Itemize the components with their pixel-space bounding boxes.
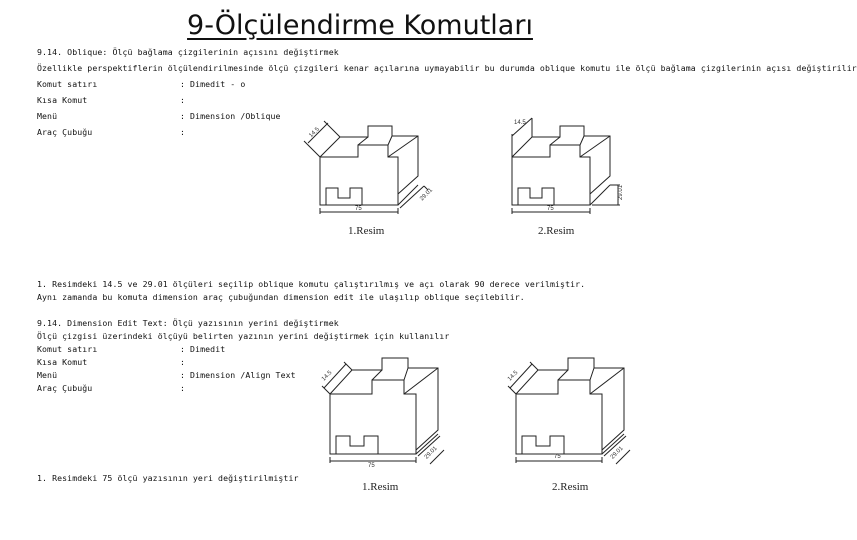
section2-row-command-value: : Dimedit — [180, 344, 226, 354]
section2-row-short-label: Kısa Komut — [37, 357, 88, 367]
section1-row-command-value: : Dimedit - o — [180, 79, 246, 89]
section2-note-1: 1. Resimdeki 75 ölçü yazısının yeri değiştirilmiştir — [37, 473, 299, 483]
section1-row-short-value: : — [180, 95, 186, 105]
section1-row-menu-label: Menü — [37, 111, 58, 121]
section2-row-menu-label: Menü — [37, 370, 58, 380]
section2-row-toolbar-value: : — [180, 383, 186, 393]
section1-figure — [300, 112, 630, 247]
section2-dim-bottom-1: 75 — [368, 463, 375, 469]
section2-description: Ölçü çizgisi üzerindeki ölçüyü belirten yazının yerini değiştirmek için kullanılır — [37, 331, 450, 341]
section1-note-2: Aynı zamanda bu komuta dimension araç çubuğundan dimension edit ile ulaşılıp oblique seçilebilir. — [37, 292, 525, 302]
section2-dim-right-1: 29.01 — [423, 445, 439, 461]
section1-caption-2: 2.Resim — [538, 225, 575, 237]
section1-caption-1: 1.Resim — [348, 225, 385, 237]
section1-dim-right-2: 29.01 — [618, 184, 624, 200]
section1-dim-bottom-1: 75 — [355, 206, 362, 212]
section1-note-1: 1. Resimdeki 14.5 ve 29.01 ölçüleri seçilip oblique komutu çalıştırılmış ve açı olarak 90 derece verilmiştir. — [37, 279, 586, 289]
section2-dim-right-2: 29.01 — [609, 445, 625, 461]
section1-block-right — [512, 126, 610, 205]
section2-dim-top-1: 14.5 — [320, 369, 334, 383]
section1-dim-top-2: 14.5 — [514, 120, 526, 126]
section1-row-command-label: Komut satırı — [37, 79, 98, 89]
section2-dim-bottom-2: 75 — [554, 454, 561, 460]
section1-heading: 9.14. Oblique: Ölçü bağlama çizgilerinin açısını değiştirmek — [37, 47, 339, 57]
section2-row-short-value: : — [180, 357, 186, 367]
section1-row-short-label: Kısa Komut — [37, 95, 88, 105]
section2-block-right — [516, 358, 624, 454]
section2-block-left — [330, 358, 438, 454]
section1-description: Özellikle perspektiflerin ölçülendirilmesinde ölçü çizgileri kenar açılarına uymayabilir bu durumda oblique komutu ile ölçü bağlama çizgilerinin açısı değiştirilir — [37, 63, 857, 73]
section2-dim-top-2: 14.5 — [506, 369, 520, 383]
section2-row-command-label: Komut satırı — [37, 344, 98, 354]
section2-row-menu-value: : Dimension /Align Text — [180, 370, 296, 380]
section2-heading: 9.14. Dimension Edit Text: Ölçü yazısının yerini değiştirmek — [37, 318, 339, 328]
section1-block-left — [320, 126, 418, 205]
section2-figure — [320, 352, 650, 497]
section1-row-menu-value: : Dimension /Oblique — [180, 111, 281, 121]
section2-row-toolbar-label: Araç Çubuğu — [37, 383, 93, 393]
page-title: 9-Ölçülendirme Komutları — [187, 10, 533, 41]
section2-caption-1: 1.Resim — [362, 481, 399, 493]
section1-row-toolbar-value: : — [180, 127, 186, 137]
section1-dim-bottom-2: 75 — [547, 206, 554, 212]
section1-row-toolbar-label: Araç Çubuğu — [37, 127, 93, 137]
section2-caption-2: 2.Resim — [552, 481, 589, 493]
section1-dim-right-1: 29.01 — [419, 187, 435, 203]
section1-dim-top-1: 14.5 — [308, 126, 321, 140]
